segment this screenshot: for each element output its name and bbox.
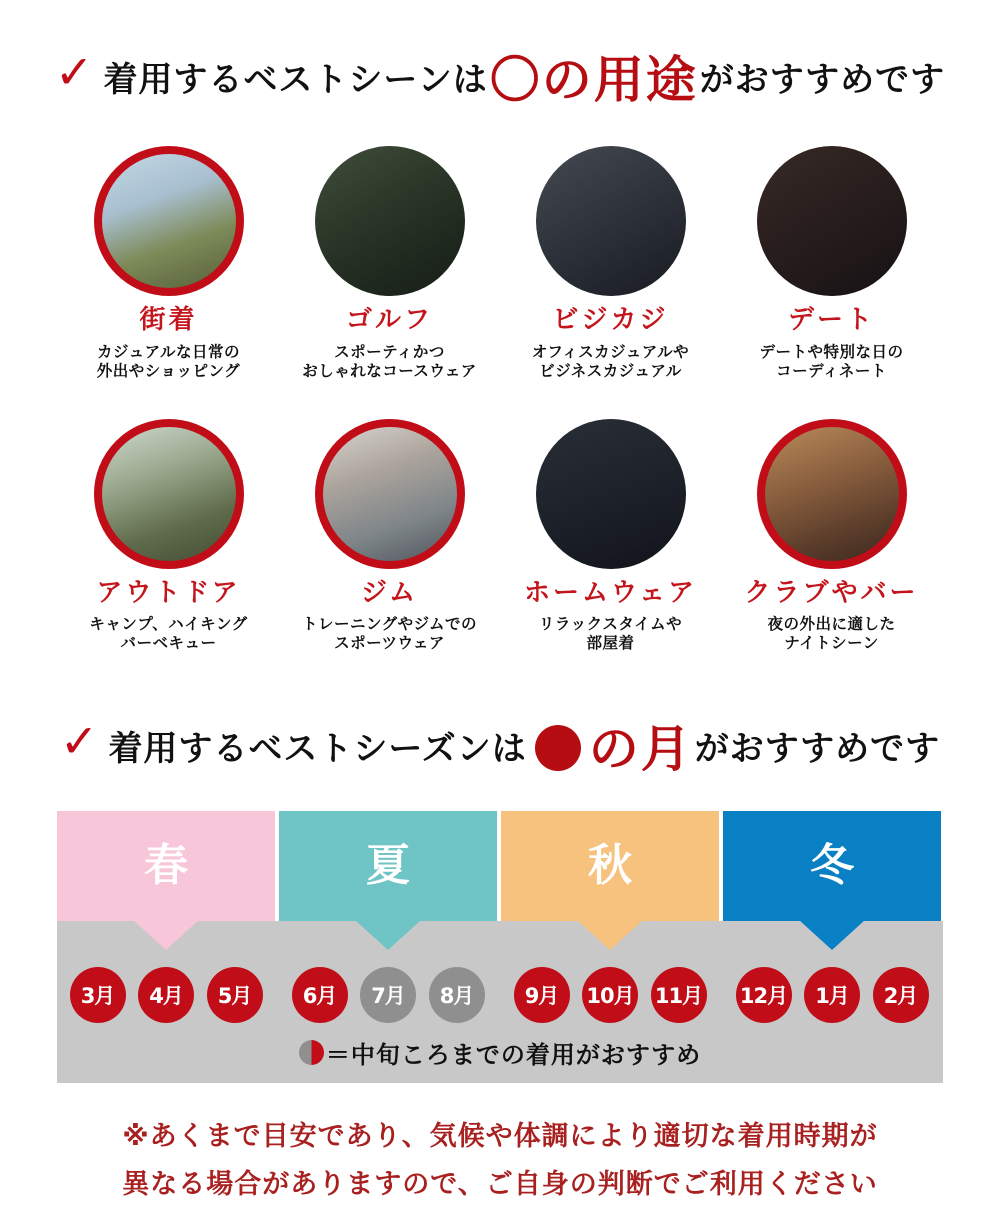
scene-card-date	[721, 146, 942, 381]
scene-description	[532, 343, 689, 381]
season-label-autumn: 秋	[588, 840, 632, 892]
best-season-header-post: がおすすめです	[694, 728, 941, 769]
scene-description	[539, 615, 682, 653]
checkmark-icon: ✓	[59, 714, 99, 769]
scene-desc-line2: ナイトシーン	[784, 634, 879, 653]
season-label-summer: 夏	[366, 840, 410, 892]
disclaimer-line1: ※あくまで目安であり、気候や体調により適切な着用時期が	[122, 1121, 878, 1153]
best-scene-header	[0, 0, 1000, 112]
scene-desc-line2: おしゃれなコースウェア	[302, 361, 477, 380]
scene-label: デート	[787, 305, 875, 335]
month-circle-december: 12月	[736, 967, 792, 1023]
scene-desc-line2: 外出やショッピング	[96, 361, 241, 380]
month-circle-march: 3月	[70, 967, 126, 1023]
outdoor-photo	[94, 419, 244, 569]
best-scene-header-highlight: 〇の用途	[489, 51, 698, 109]
street-wear-photo	[94, 146, 244, 296]
month-circle-october: 10月	[582, 967, 638, 1023]
month-circle-january: 1月	[804, 967, 860, 1023]
scene-card-outdoor	[58, 419, 279, 654]
month-circle-august: 8月	[429, 967, 485, 1023]
scene-label: ホームウェア	[524, 577, 697, 608]
best-season-header-highlight: の月	[588, 720, 693, 779]
scene-desc-line1: デートや特別な日の	[759, 342, 904, 361]
month-circle-november: 11月	[651, 967, 707, 1023]
month-circle-june: 6月	[292, 967, 348, 1023]
scene-card-bizcaji	[500, 146, 721, 381]
month-circle-july: 7月	[360, 967, 416, 1023]
scene-description	[767, 615, 895, 653]
scene-desc-line1: カジュアルな日常の	[96, 342, 241, 361]
month-circle-september: 9月	[514, 967, 570, 1023]
month-groups	[57, 967, 943, 1023]
scene-card-machigi	[58, 146, 279, 381]
scene-desc-line1: リラックスタイムや	[538, 615, 683, 634]
legend	[57, 1035, 943, 1070]
scene-desc-line2: バーベキュー	[120, 634, 217, 653]
scene-label: アウトドア	[96, 577, 241, 608]
scene-description	[302, 615, 477, 653]
disclaimer-note	[0, 1113, 1000, 1209]
scene-label: ビジカジ	[552, 305, 669, 335]
scene-card-golf	[279, 146, 500, 381]
season-band-autumn	[501, 811, 719, 921]
scene-desc-line2: コーディネート	[776, 361, 887, 380]
season-band-summer	[279, 811, 497, 921]
date-photo	[757, 146, 907, 296]
scene-desc-line1: オフィスカジュアルや	[531, 342, 690, 361]
month-group-spring	[57, 967, 275, 1023]
season-label-winter: 冬	[810, 840, 854, 892]
filled-circle-symbol	[535, 725, 581, 771]
scene-label: ゴルフ	[345, 305, 433, 335]
scene-card-homewear	[500, 419, 721, 654]
scene-desc-line1: トレーニングやジムでの	[301, 615, 478, 634]
best-scene-header-pre: 着用するベストシーンは	[103, 59, 488, 100]
scene-description	[759, 343, 903, 381]
scene-label: クラブやバー	[744, 577, 919, 608]
month-group-autumn	[501, 967, 719, 1023]
gym-photo	[315, 419, 465, 569]
legend-text: ＝中旬ころまでの着用がおすすめ	[325, 1041, 702, 1070]
scene-desc-line2: 部屋着	[586, 634, 635, 653]
scene-description	[97, 343, 240, 381]
business-casual-photo	[536, 146, 686, 296]
month-circle-february: 2月	[873, 967, 929, 1023]
month-group-summer	[279, 967, 497, 1023]
scene-card-gym	[279, 419, 500, 654]
best-season-header-pre: 着用するベストシーズンは	[108, 728, 527, 769]
month-group-winter	[723, 967, 941, 1023]
season-bands	[57, 811, 943, 921]
scene-desc-line1: キャンプ、ハイキング	[89, 615, 248, 634]
scene-description	[302, 343, 477, 381]
disclaimer-line2: 異なる場合がありますので、ご自身の判断でご利用ください	[122, 1169, 878, 1201]
season-band-winter	[723, 811, 941, 921]
season-month-chart	[57, 811, 943, 1083]
half-month-circle-icon	[299, 1040, 324, 1065]
arrow-down-icon	[355, 920, 421, 950]
month-circle-may: 5月	[207, 967, 263, 1023]
homewear-photo	[536, 419, 686, 569]
scene-desc-line2: ビジネスカジュアル	[539, 361, 682, 380]
club-bar-photo	[757, 419, 907, 569]
scene-card-club-bar	[721, 419, 942, 654]
best-season-header	[0, 653, 1000, 781]
scene-desc-line2: スポーツウェア	[334, 634, 445, 653]
arrow-down-icon	[799, 920, 865, 950]
scene-label: 街着	[139, 305, 198, 335]
season-label-spring: 春	[144, 840, 188, 892]
arrow-down-icon	[577, 920, 643, 950]
season-band-spring	[57, 811, 275, 921]
scene-desc-line1: スポーティかつ	[334, 342, 445, 361]
checkmark-icon: ✓	[54, 45, 94, 99]
month-circle-april: 4月	[138, 967, 194, 1023]
scene-label: ジム	[361, 577, 418, 608]
scene-grid	[58, 146, 942, 653]
best-scene-header-post: がおすすめです	[699, 59, 946, 100]
golf-photo	[315, 146, 465, 296]
arrow-down-icon	[133, 920, 199, 950]
scene-desc-line1: 夜の外出に適した	[767, 615, 896, 634]
scene-description	[89, 615, 247, 653]
